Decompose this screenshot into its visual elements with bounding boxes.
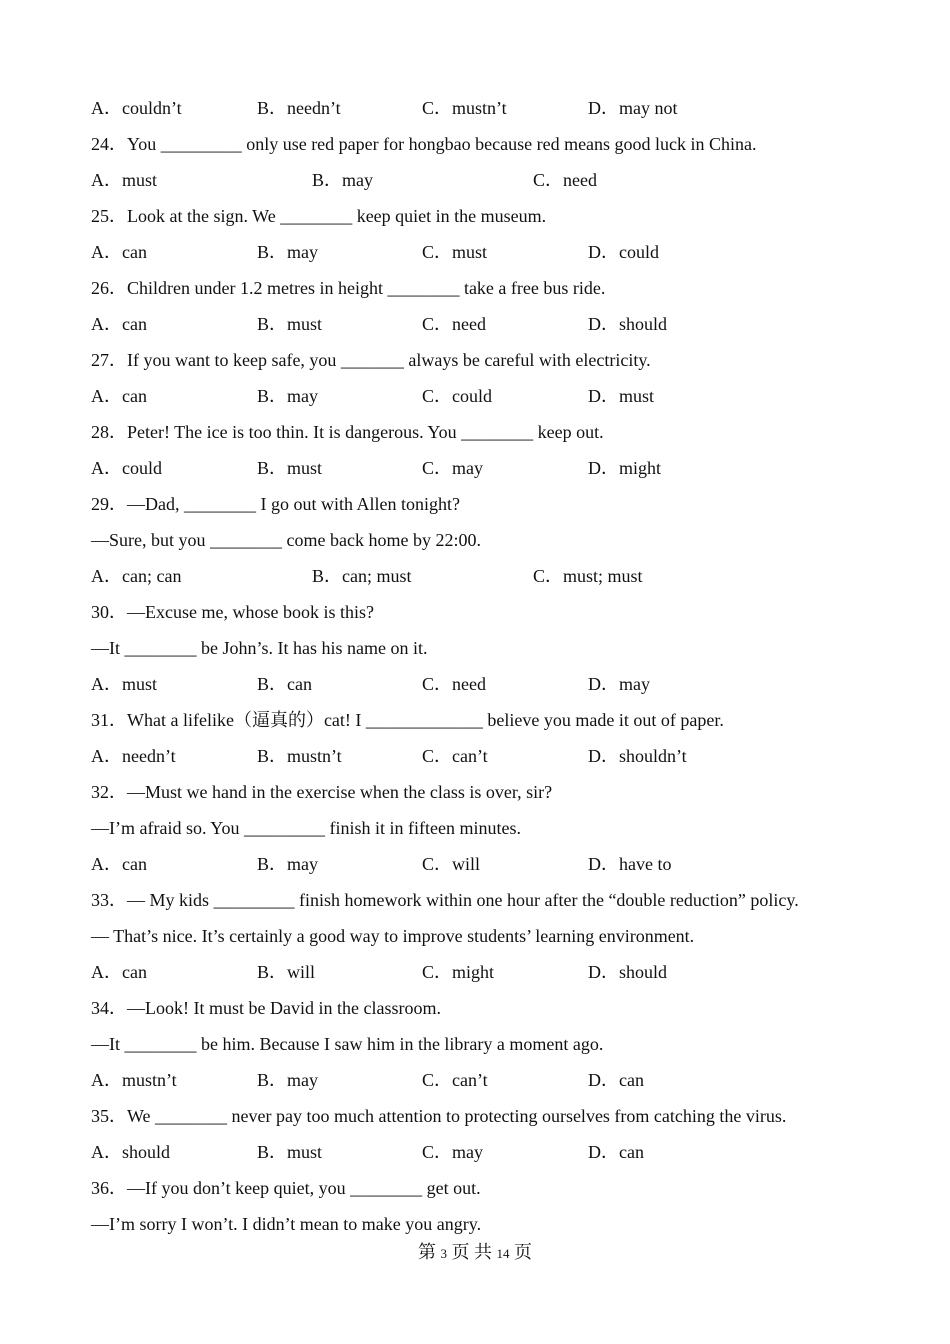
question-line: 34．—Look! It must be David in the classroom.: [91, 998, 441, 1018]
answer-option: D．have to: [588, 854, 672, 874]
footer-middle: 页 共: [451, 1242, 492, 1262]
question-line: 25．Look at the sign. We ________ keep quiet in the museum.: [91, 206, 547, 226]
answer-option: A．mustn’t: [91, 1070, 177, 1090]
question-line: 27．If you want to keep safe, you _______ always be careful with electricity.: [91, 350, 651, 370]
answer-option: D．might: [588, 458, 662, 478]
answer-options: [91, 90, 881, 126]
answer-option: B．may: [257, 1070, 318, 1090]
answer-options: [91, 846, 881, 882]
answer-option: C．can’t: [422, 1070, 488, 1090]
answer-options: [91, 450, 881, 486]
question-line: —I’m sorry I won’t. I didn’t mean to make you angry.: [91, 1214, 482, 1234]
answer-option: D．should: [588, 314, 668, 334]
answer-option: A．must: [91, 674, 158, 694]
answer-option: B．can; must: [312, 566, 412, 586]
answer-options: [91, 558, 881, 594]
answer-option: D．should: [588, 962, 668, 982]
question-line: 35．We ________ never pay too much attention to protecting ourselves from catching the virus.: [91, 1106, 787, 1126]
answer-option: B．needn’t: [257, 98, 341, 118]
answer-options: [91, 234, 881, 270]
answer-option: D．could: [588, 242, 659, 262]
answer-options: [91, 954, 881, 990]
answer-option: A．can: [91, 242, 147, 262]
question-line: 28．Peter! The ice is too thin. It is dangerous. You ________ keep out.: [91, 422, 604, 442]
answer-option: C．must; must: [533, 566, 643, 586]
answer-option: C．may: [422, 1142, 483, 1162]
answer-option: B．must: [257, 458, 323, 478]
answer-option: B．will: [257, 962, 316, 982]
answer-option: B．must: [257, 314, 323, 334]
answer-option: C．mustn’t: [422, 98, 507, 118]
answer-option: D．may not: [588, 98, 678, 118]
page-footer: [0, 1240, 950, 1266]
answer-options: [91, 1062, 881, 1098]
question-line: 26．Children under 1.2 metres in height ________ take a free bus ride.: [91, 278, 606, 298]
answer-options: [91, 162, 881, 198]
question-line: 24．You _________ only use red paper for hongbao because red means good luck in China.: [91, 134, 757, 154]
answer-option: D．can: [588, 1142, 644, 1162]
footer-page-number: 3: [440, 1246, 447, 1261]
answer-option: A．couldn’t: [91, 98, 182, 118]
answer-option: B．can: [257, 674, 312, 694]
question-line: 30．—Excuse me, whose book is this?: [91, 602, 374, 622]
question-line: —Sure, but you ________ come back home by 22:00.: [91, 530, 481, 550]
answer-option: C．could: [422, 386, 492, 406]
answer-option: B．must: [257, 1142, 323, 1162]
answer-option: C．will: [422, 854, 481, 874]
answer-option: A．can: [91, 962, 147, 982]
answer-options: [91, 306, 881, 342]
footer-total-pages: 14: [496, 1246, 510, 1261]
answer-option: A．can: [91, 854, 147, 874]
answer-option: A．can: [91, 386, 147, 406]
answer-option: A．must: [91, 170, 158, 190]
answer-option: C．might: [422, 962, 495, 982]
question-line: —I’m afraid so. You _________ finish it in fifteen minutes.: [91, 818, 521, 838]
answer-option: D．may: [588, 674, 650, 694]
answer-option: A．should: [91, 1142, 171, 1162]
question-line: 31．What a lifelike（逼真的）cat! I _____________ believe you made it out of paper.: [91, 710, 724, 730]
answer-option: A．needn’t: [91, 746, 176, 766]
answer-option: D．can: [588, 1070, 644, 1090]
question-line: 29．—Dad, ________ I go out with Allen tonight?: [91, 494, 460, 514]
answer-option: C．need: [533, 170, 597, 190]
answer-option: B．may: [257, 386, 318, 406]
answer-option: A．could: [91, 458, 162, 478]
question-line: 32．—Must we hand in the exercise when the class is over, sir?: [91, 782, 553, 802]
answer-option: D．must: [588, 386, 655, 406]
answer-option: C．can’t: [422, 746, 488, 766]
answer-options: [91, 1134, 881, 1170]
answer-option: A．can: [91, 314, 147, 334]
question-line: 33．— My kids _________ finish homework within one hour after the “double reduction” policy.: [91, 890, 799, 910]
answer-options: [91, 666, 881, 702]
footer-suffix: 页: [514, 1242, 532, 1262]
question-line: —It ________ be John’s. It has his name on it.: [91, 638, 428, 658]
answer-option: B．may: [312, 170, 373, 190]
question-list: [91, 90, 881, 1242]
question-line: —It ________ be him. Because I saw him in the library a moment ago.: [91, 1034, 604, 1054]
answer-option: D．shouldn’t: [588, 746, 687, 766]
answer-option: B．mustn’t: [257, 746, 342, 766]
answer-option: B．may: [257, 854, 318, 874]
answer-option: C．need: [422, 674, 486, 694]
answer-option: A．can; can: [91, 566, 182, 586]
answer-options: [91, 738, 881, 774]
question-line: — That’s nice. It’s certainly a good way to improve students’ learning environment.: [91, 926, 695, 946]
footer-prefix: 第: [418, 1242, 436, 1262]
answer-option: B．may: [257, 242, 318, 262]
answer-options: [91, 378, 881, 414]
answer-option: C．may: [422, 458, 483, 478]
question-line: 36．—If you don’t keep quiet, you ________ get out.: [91, 1178, 481, 1198]
answer-option: C．need: [422, 314, 486, 334]
answer-option: C．must: [422, 242, 488, 262]
